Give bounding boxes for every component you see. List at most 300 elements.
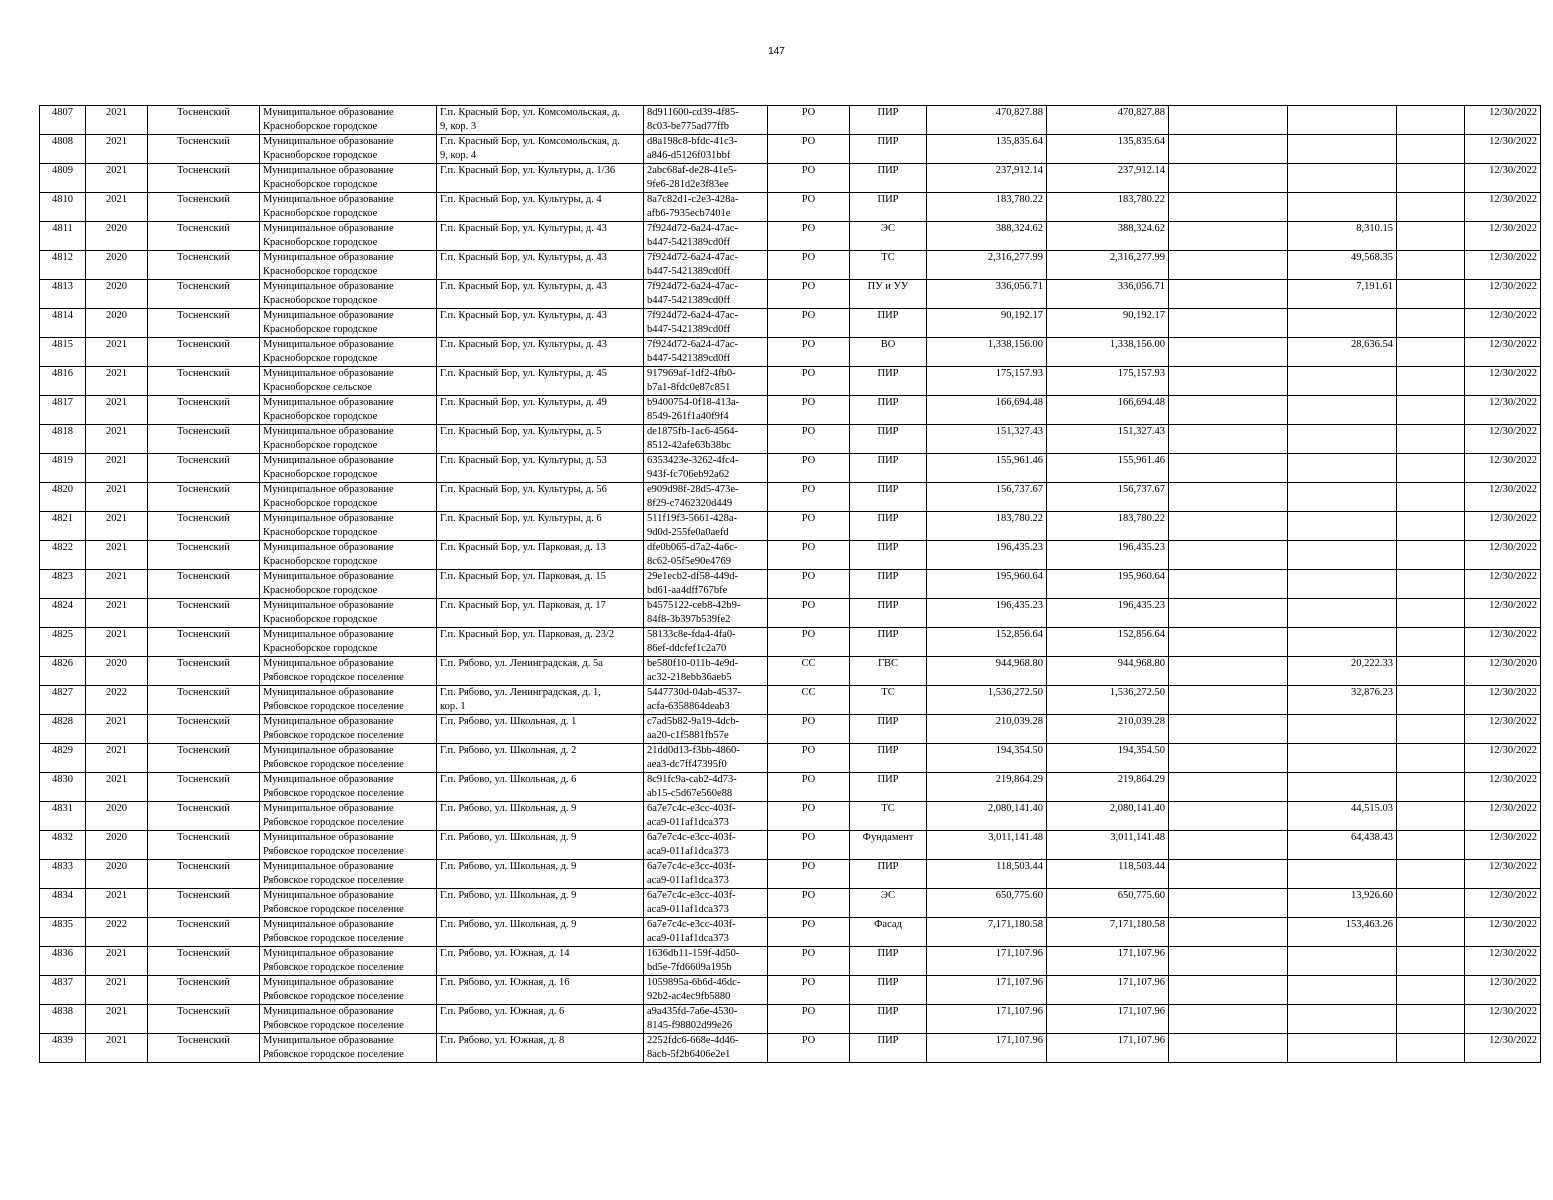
cell-number: 4838	[40, 1005, 86, 1034]
cell-address-line-2	[440, 265, 640, 279]
cell-number: 4835	[40, 918, 86, 947]
cell-empty	[1169, 338, 1288, 367]
cell-cost-total: 2,316,277.99	[927, 251, 1047, 280]
cell-house-id	[644, 483, 768, 512]
cell-empty	[1397, 802, 1465, 831]
cell-house-id-line-2: b447-5421389cd0ff	[647, 295, 731, 306]
cell-house-id-line-1: de1875fb-1ac6-4564-	[647, 426, 738, 437]
cell-municipality-line-2: Красноборское городское	[263, 295, 378, 306]
cell-municipality	[260, 135, 437, 164]
cell-year: 2021	[86, 599, 148, 628]
cell-address-line-1: Г.п. Красный Бор, ул. Культуры, д. 1/36	[440, 165, 616, 176]
cell-empty	[1397, 425, 1465, 454]
cell-address-line-1: Г.п. Красный Бор, ул. Культуры, д. 43	[440, 281, 607, 292]
cell-empty	[1397, 541, 1465, 570]
cell-deadline: 12/30/2022	[1465, 251, 1541, 280]
cell-address	[437, 483, 644, 512]
cell-house-id	[644, 396, 768, 425]
cell-empty	[1169, 222, 1288, 251]
cell-municipality	[260, 918, 437, 947]
cell-address-line-1: Г.п. Рябово, ул. Южная, д. 8	[440, 1035, 565, 1046]
cell-empty	[1169, 831, 1288, 860]
cell-municipality-line-1: Муниципальное образование	[263, 426, 394, 437]
cell-address-line-2	[440, 874, 640, 888]
cell-address-line-2	[440, 729, 640, 743]
cell-municipality-line-1: Муниципальное образование	[263, 745, 394, 756]
cell-address	[437, 338, 644, 367]
cell-house-id-line-1: d8a198c8-bfdc-41c3-	[647, 136, 738, 147]
cell-house-id-line-1: c7ad5b82-9a19-4dcb-	[647, 716, 740, 727]
cell-cost-total: 944,968.80	[927, 657, 1047, 686]
cell-year: 2021	[86, 483, 148, 512]
cell-cost-total: 135,835.64	[927, 135, 1047, 164]
cell-house-id-line-2: 8c62-05f5e90e4769	[647, 556, 731, 567]
cell-address	[437, 309, 644, 338]
cell-cost-extra	[1288, 454, 1397, 483]
cell-cost-total: 166,694.48	[927, 396, 1047, 425]
cell-address-line-2	[440, 961, 640, 975]
cell-cost-total: 194,354.50	[927, 744, 1047, 773]
cell-cost-fund: 2,316,277.99	[1047, 251, 1169, 280]
cell-year: 2021	[86, 454, 148, 483]
cell-cost-fund: 196,435.23	[1047, 599, 1169, 628]
cell-cost-fund: 237,912.14	[1047, 164, 1169, 193]
cell-address	[437, 193, 644, 222]
cell-municipality	[260, 628, 437, 657]
cell-empty	[1397, 1034, 1465, 1063]
cell-cost-extra	[1288, 541, 1397, 570]
cell-house-id	[644, 889, 768, 918]
table-row	[40, 773, 1541, 802]
cell-empty	[1397, 686, 1465, 715]
cell-program-type: РО	[768, 425, 850, 454]
cell-cost-total: 171,107.96	[927, 1005, 1047, 1034]
cell-cost-total: 1,536,272.50	[927, 686, 1047, 715]
cell-address-line-1: Г.п. Красный Бор, ул. Парковая, д. 13	[440, 542, 606, 553]
cell-cost-extra: 64,438.43	[1288, 831, 1397, 860]
cell-empty	[1169, 425, 1288, 454]
cell-address	[437, 367, 644, 396]
cell-program-type: РО	[768, 309, 850, 338]
cell-house-id-line-2: 943f-fc706eb92a62	[647, 469, 730, 480]
cell-house-id-line-1: 8d911600-cd39-4f85-	[647, 107, 739, 118]
cell-year: 2020	[86, 860, 148, 889]
cell-house-id-line-2: acfa-6358864deab3	[647, 701, 730, 712]
cell-address	[437, 599, 644, 628]
cell-cost-fund: 196,435.23	[1047, 541, 1169, 570]
table-row	[40, 454, 1541, 483]
cell-district: Тосненский	[148, 570, 260, 599]
cell-municipality	[260, 425, 437, 454]
cell-year: 2021	[86, 425, 148, 454]
cell-cost-fund: 183,780.22	[1047, 193, 1169, 222]
cell-number: 4830	[40, 773, 86, 802]
cell-house-id-line-1: 8a7c82d1-c2e3-428a-	[647, 194, 739, 205]
cell-municipality-line-2: Рябовское городское поселение	[263, 1020, 404, 1031]
cell-work-type: ПИР	[850, 367, 927, 396]
cell-deadline: 12/30/2022	[1465, 976, 1541, 1005]
cell-district: Тосненский	[148, 135, 260, 164]
cell-empty	[1397, 976, 1465, 1005]
cell-house-id-line-2: aa20-c1f5881fb57e	[647, 730, 729, 741]
cell-municipality	[260, 715, 437, 744]
cell-house-id	[644, 106, 768, 135]
cell-year: 2021	[86, 541, 148, 570]
cell-number: 4811	[40, 222, 86, 251]
cell-cost-fund: 195,960.64	[1047, 570, 1169, 599]
cell-house-id-line-2: b447-5421389cd0ff	[647, 353, 731, 364]
table-row	[40, 106, 1541, 135]
cell-address-line-2	[440, 1048, 640, 1062]
cell-municipality	[260, 483, 437, 512]
cell-year: 2022	[86, 918, 148, 947]
cell-empty	[1169, 280, 1288, 309]
cell-house-id-line-1: 7f924d72-6a24-47ac-	[647, 252, 738, 263]
cell-house-id	[644, 773, 768, 802]
cell-house-id	[644, 686, 768, 715]
cell-municipality-line-1: Муниципальное образование	[263, 107, 394, 118]
cell-cost-fund: 151,327.43	[1047, 425, 1169, 454]
cell-house-id	[644, 309, 768, 338]
cell-number: 4813	[40, 280, 86, 309]
cell-municipality-line-1: Муниципальное образование	[263, 1035, 394, 1046]
cell-municipality-line-2: Красноборское городское	[263, 556, 378, 567]
cell-district: Тосненский	[148, 686, 260, 715]
cell-deadline: 12/30/2022	[1465, 802, 1541, 831]
cell-deadline: 12/30/2022	[1465, 599, 1541, 628]
cell-address	[437, 251, 644, 280]
cell-municipality	[260, 309, 437, 338]
cell-empty	[1397, 860, 1465, 889]
cell-address	[437, 831, 644, 860]
cell-program-type: РО	[768, 976, 850, 1005]
cell-deadline: 12/30/2022	[1465, 1005, 1541, 1034]
cell-program-type: РО	[768, 773, 850, 802]
cell-number: 4833	[40, 860, 86, 889]
cell-municipality-line-2: Красноборское городское	[263, 440, 378, 451]
cell-house-id-line-2: ac32-218ebb36aeb5	[647, 672, 732, 683]
cell-municipality	[260, 686, 437, 715]
cell-cost-fund: 156,737.67	[1047, 483, 1169, 512]
cell-address-line-1: Г.п. Красный Бор, ул. Культуры, д. 6	[440, 513, 602, 524]
cell-empty	[1397, 251, 1465, 280]
table-row	[40, 1034, 1541, 1063]
cell-number: 4818	[40, 425, 86, 454]
registry-table	[39, 105, 1541, 1063]
cell-municipality-line-1: Муниципальное образование	[263, 136, 394, 147]
cell-house-id-line-1: 6a7e7c4c-e3cc-403f-	[647, 890, 736, 901]
cell-cost-total: 219,864.29	[927, 773, 1047, 802]
cell-municipality-line-1: Муниципальное образование	[263, 339, 394, 350]
cell-address	[437, 744, 644, 773]
cell-address	[437, 976, 644, 1005]
cell-cost-fund: 155,961.46	[1047, 454, 1169, 483]
cell-program-type: СС	[768, 657, 850, 686]
cell-cost-fund: 183,780.22	[1047, 512, 1169, 541]
cell-address-line-2	[440, 758, 640, 772]
cell-address-line-1: Г.п. Рябово, ул. Школьная, д. 9	[440, 832, 577, 843]
cell-empty	[1397, 512, 1465, 541]
cell-deadline: 12/30/2022	[1465, 367, 1541, 396]
cell-address-line-1: Г.п. Красный Бор, ул. Парковая, д. 23/2	[440, 629, 615, 640]
cell-year: 2021	[86, 976, 148, 1005]
cell-cost-extra	[1288, 367, 1397, 396]
cell-municipality-line-2: Рябовское городское поселение	[263, 962, 404, 973]
cell-address	[437, 280, 644, 309]
cell-work-type: ПИР	[850, 193, 927, 222]
cell-year: 2021	[86, 367, 148, 396]
cell-work-type: ВО	[850, 338, 927, 367]
cell-house-id	[644, 599, 768, 628]
cell-deadline: 12/30/2022	[1465, 309, 1541, 338]
cell-cost-extra	[1288, 570, 1397, 599]
cell-address-line-1: Г.п. Красный Бор, ул. Парковая, д. 17	[440, 600, 606, 611]
cell-house-id	[644, 454, 768, 483]
cell-deadline: 12/30/2020	[1465, 657, 1541, 686]
cell-municipality	[260, 1034, 437, 1063]
cell-cost-total: 336,056.71	[927, 280, 1047, 309]
cell-municipality-line-2: Красноборское городское	[263, 208, 378, 219]
cell-municipality	[260, 773, 437, 802]
cell-municipality-line-1: Муниципальное образование	[263, 484, 394, 495]
cell-cost-extra: 13,926.60	[1288, 889, 1397, 918]
cell-house-id	[644, 657, 768, 686]
cell-house-id-line-2: bd61-aa4dff767bfe	[647, 585, 728, 596]
cell-cost-total: 183,780.22	[927, 193, 1047, 222]
cell-district: Тосненский	[148, 367, 260, 396]
cell-municipality-line-1: Муниципальное образование	[263, 194, 394, 205]
cell-house-id	[644, 570, 768, 599]
cell-address-line-1: Г.п. Рябово, ул. Школьная, д. 6	[440, 774, 577, 785]
cell-municipality-line-1: Муниципальное образование	[263, 165, 394, 176]
cell-address-line-2	[440, 613, 640, 627]
cell-house-id-line-1: 21dd0d13-f3bb-4860-	[647, 745, 740, 756]
cell-program-type: РО	[768, 135, 850, 164]
cell-municipality-line-2: Красноборское городское	[263, 411, 378, 422]
cell-cost-total: 175,157.93	[927, 367, 1047, 396]
cell-house-id-line-2: 92b2-ac4ec9fb5880	[647, 991, 731, 1002]
cell-work-type: ПИР	[850, 425, 927, 454]
cell-municipality-line-1: Муниципальное образование	[263, 774, 394, 785]
cell-address-line-1: Г.п. Рябово, ул. Школьная, д. 9	[440, 861, 577, 872]
cell-district: Тосненский	[148, 744, 260, 773]
cell-deadline: 12/30/2022	[1465, 860, 1541, 889]
cell-cost-extra: 8,310.15	[1288, 222, 1397, 251]
cell-empty	[1169, 483, 1288, 512]
table-row	[40, 338, 1541, 367]
cell-address	[437, 802, 644, 831]
cell-number: 4820	[40, 483, 86, 512]
cell-empty	[1169, 106, 1288, 135]
cell-municipality-line-2: Рябовское городское поселение	[263, 759, 404, 770]
cell-cost-fund: 152,856.64	[1047, 628, 1169, 657]
cell-address-line-2	[440, 323, 640, 337]
cell-work-type: ГВС	[850, 657, 927, 686]
cell-municipality	[260, 599, 437, 628]
cell-district: Тосненский	[148, 338, 260, 367]
cell-year: 2022	[86, 686, 148, 715]
cell-program-type: РО	[768, 512, 850, 541]
cell-cost-total: 183,780.22	[927, 512, 1047, 541]
cell-municipality-line-2: Рябовское городское поселение	[263, 904, 404, 915]
cell-district: Тосненский	[148, 483, 260, 512]
cell-deadline: 12/30/2022	[1465, 889, 1541, 918]
table-row	[40, 570, 1541, 599]
cell-program-type: РО	[768, 483, 850, 512]
cell-program-type: РО	[768, 831, 850, 860]
cell-address-line-1: Г.п. Рябово, ул. Школьная, д. 1	[440, 716, 577, 727]
cell-empty	[1169, 193, 1288, 222]
cell-municipality-line-2: Рябовское городское поселение	[263, 875, 404, 886]
cell-work-type: ПИР	[850, 860, 927, 889]
cell-number: 4807	[40, 106, 86, 135]
cell-house-id-line-1: 58133c8e-fda4-4fa0-	[647, 629, 736, 640]
cell-deadline: 12/30/2022	[1465, 106, 1541, 135]
cell-cost-fund: 210,039.28	[1047, 715, 1169, 744]
table-row	[40, 599, 1541, 628]
cell-work-type: ЭС	[850, 889, 927, 918]
cell-empty	[1397, 222, 1465, 251]
table-row	[40, 512, 1541, 541]
table-row	[40, 744, 1541, 773]
cell-cost-total: 2,080,141.40	[927, 802, 1047, 831]
cell-work-type: ПИР	[850, 1034, 927, 1063]
table-row	[40, 309, 1541, 338]
cell-empty	[1169, 947, 1288, 976]
cell-municipality-line-2: Красноборское городское	[263, 527, 378, 538]
cell-work-type: ПИР	[850, 947, 927, 976]
cell-municipality-line-1: Муниципальное образование	[263, 658, 394, 669]
cell-address-line-2	[440, 787, 640, 801]
cell-number: 4815	[40, 338, 86, 367]
cell-house-id	[644, 222, 768, 251]
cell-address-line-2	[440, 932, 640, 946]
cell-municipality	[260, 802, 437, 831]
cell-municipality-line-2: Рябовское городское поселение	[263, 730, 404, 741]
cell-empty	[1397, 309, 1465, 338]
cell-program-type: СС	[768, 686, 850, 715]
cell-deadline: 12/30/2022	[1465, 280, 1541, 309]
cell-year: 2021	[86, 1005, 148, 1034]
cell-program-type: РО	[768, 367, 850, 396]
cell-empty	[1397, 918, 1465, 947]
cell-cost-fund: 470,827.88	[1047, 106, 1169, 135]
cell-address-line-1: Г.п. Красный Бор, ул. Культуры, д. 4	[440, 194, 602, 205]
cell-deadline: 12/30/2022	[1465, 918, 1541, 947]
table-row	[40, 802, 1541, 831]
cell-number: 4808	[40, 135, 86, 164]
cell-cost-total: 171,107.96	[927, 947, 1047, 976]
cell-work-type: ЭС	[850, 222, 927, 251]
table-row	[40, 367, 1541, 396]
cell-cost-total: 171,107.96	[927, 1034, 1047, 1063]
cell-cost-extra: 28,636.54	[1288, 338, 1397, 367]
cell-empty	[1397, 1005, 1465, 1034]
cell-address	[437, 222, 644, 251]
cell-cost-total: 90,192.17	[927, 309, 1047, 338]
cell-work-type: ПИР	[850, 976, 927, 1005]
cell-house-id	[644, 976, 768, 1005]
cell-address	[437, 686, 644, 715]
cell-cost-total: 151,327.43	[927, 425, 1047, 454]
cell-work-type: ПИР	[850, 628, 927, 657]
cell-empty	[1169, 1005, 1288, 1034]
cell-house-id	[644, 628, 768, 657]
cell-house-id-line-2: 9d0d-255fe0a0aefd	[647, 527, 729, 538]
cell-program-type: РО	[768, 947, 850, 976]
cell-district: Тосненский	[148, 1034, 260, 1063]
cell-address-line-2	[440, 497, 640, 511]
cell-municipality-line-1: Муниципальное образование	[263, 861, 394, 872]
cell-year: 2021	[86, 106, 148, 135]
cell-address	[437, 396, 644, 425]
cell-district: Тосненский	[148, 512, 260, 541]
cell-address-line-1: Г.п. Рябово, ул. Школьная, д. 9	[440, 919, 577, 930]
cell-municipality	[260, 193, 437, 222]
cell-cost-fund: 944,968.80	[1047, 657, 1169, 686]
cell-year: 2021	[86, 744, 148, 773]
cell-house-id-line-1: 7f924d72-6a24-47ac-	[647, 310, 738, 321]
cell-empty	[1169, 773, 1288, 802]
cell-work-type: ПИР	[850, 541, 927, 570]
cell-house-id	[644, 715, 768, 744]
cell-year: 2020	[86, 657, 148, 686]
cell-cost-extra	[1288, 483, 1397, 512]
cell-deadline: 12/30/2022	[1465, 686, 1541, 715]
cell-house-id	[644, 251, 768, 280]
table-row	[40, 541, 1541, 570]
cell-cost-total: 237,912.14	[927, 164, 1047, 193]
cell-address-line-2	[440, 526, 640, 540]
cell-address-line-2	[440, 207, 640, 221]
cell-municipality-line-2: Красноборское городское	[263, 469, 378, 480]
cell-municipality	[260, 570, 437, 599]
cell-municipality	[260, 889, 437, 918]
cell-address-line-1: Г.п. Красный Бор, ул. Комсомольская, д.	[440, 107, 620, 118]
cell-year: 2021	[86, 947, 148, 976]
cell-address-line-2	[440, 642, 640, 656]
cell-district: Тосненский	[148, 976, 260, 1005]
cell-address-line-2	[440, 294, 640, 308]
cell-municipality	[260, 744, 437, 773]
cell-address	[437, 425, 644, 454]
table-row	[40, 831, 1541, 860]
cell-empty	[1397, 454, 1465, 483]
cell-year: 2020	[86, 802, 148, 831]
cell-number: 4810	[40, 193, 86, 222]
cell-municipality	[260, 860, 437, 889]
cell-number: 4816	[40, 367, 86, 396]
cell-program-type: РО	[768, 338, 850, 367]
cell-empty	[1397, 193, 1465, 222]
cell-cost-total: 7,171,180.58	[927, 918, 1047, 947]
cell-cost-extra	[1288, 1005, 1397, 1034]
cell-cost-extra	[1288, 773, 1397, 802]
cell-work-type: ПИР	[850, 483, 927, 512]
cell-cost-fund: 171,107.96	[1047, 976, 1169, 1005]
cell-year: 2021	[86, 1034, 148, 1063]
cell-deadline: 12/30/2022	[1465, 831, 1541, 860]
cell-empty	[1169, 802, 1288, 831]
cell-number: 4817	[40, 396, 86, 425]
cell-address-line-2	[440, 439, 640, 453]
cell-address	[437, 541, 644, 570]
cell-cost-extra: 49,568.35	[1288, 251, 1397, 280]
cell-municipality-line-2: Красноборское городское	[263, 237, 378, 248]
cell-municipality-line-2: Красноборское городское	[263, 643, 378, 654]
cell-address-line-2	[440, 903, 640, 917]
cell-municipality-line-2: Красноборское городское	[263, 150, 378, 161]
